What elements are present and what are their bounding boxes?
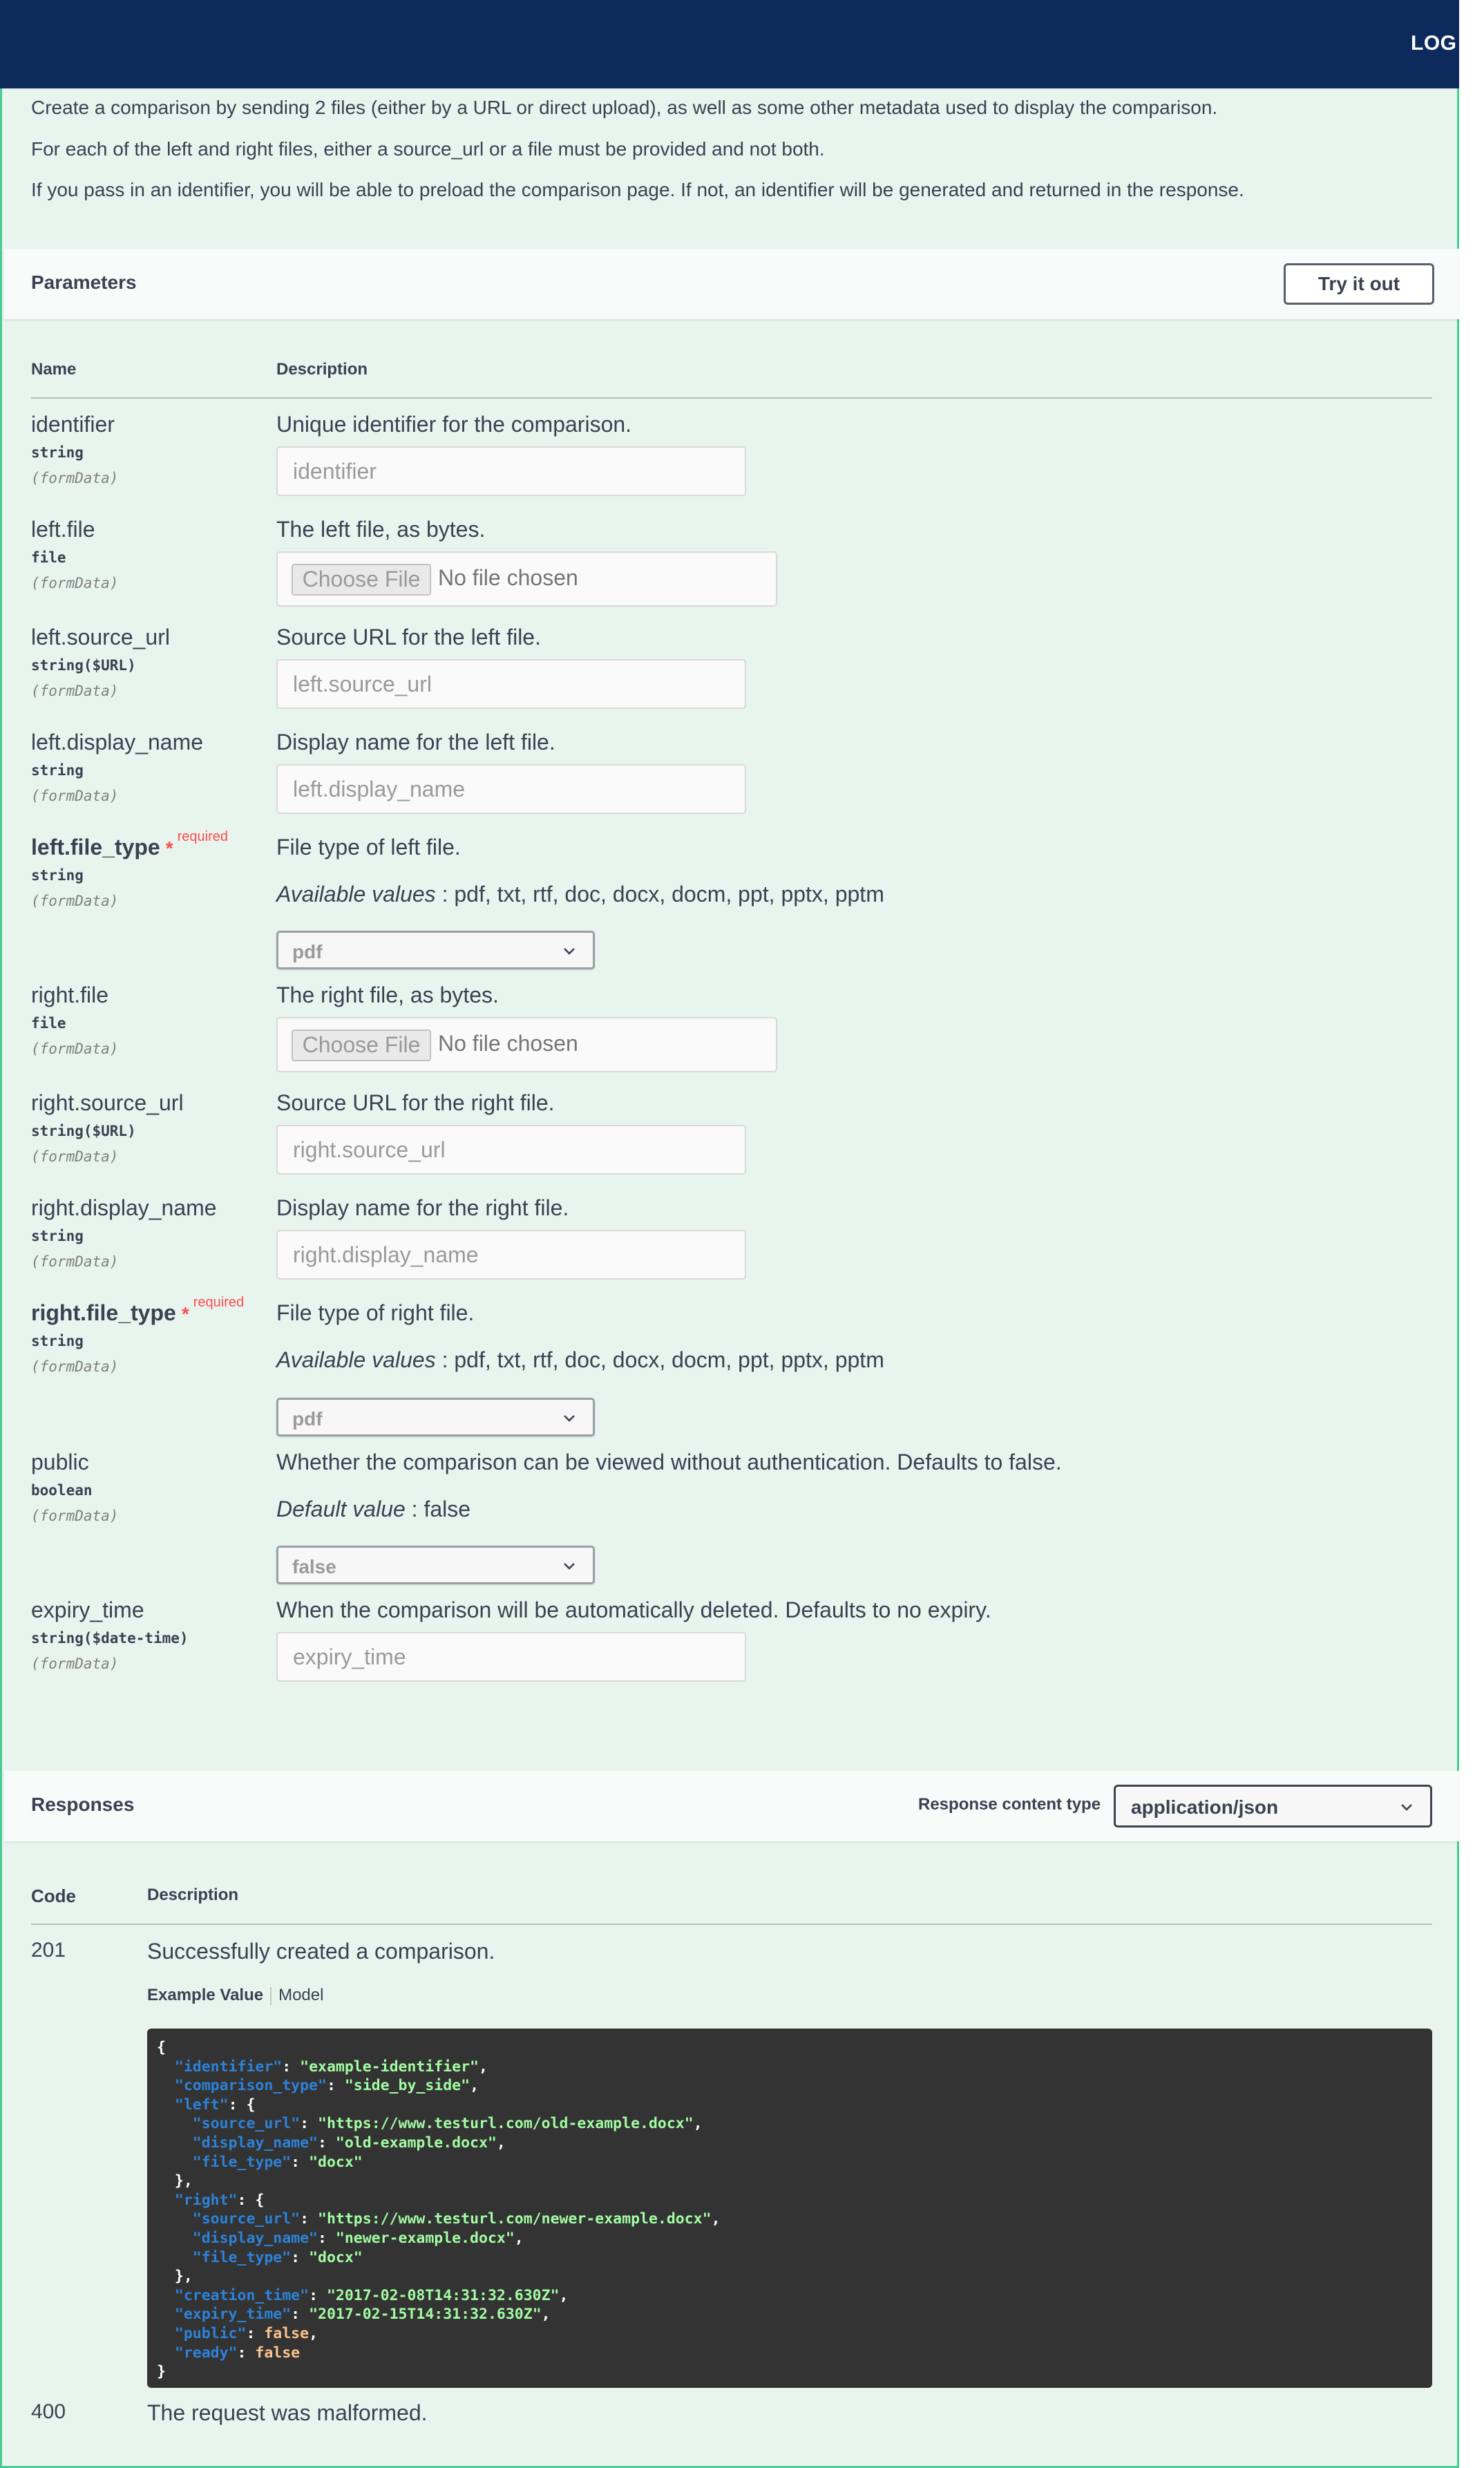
available-values: [276, 882, 884, 907]
param-type: string($URL): [31, 657, 136, 674]
required-star: *: [181, 1303, 189, 1325]
file-status-text: No file chosen: [438, 565, 578, 590]
param-type: string: [31, 762, 84, 779]
available-values-label: Available values: [276, 882, 436, 906]
param-type: string: [31, 867, 84, 884]
right-display-name-input[interactable]: [276, 1230, 746, 1280]
default-value-label: Default value: [276, 1497, 406, 1521]
column-header-description: Description: [276, 360, 368, 379]
param-description: Source URL for the left file.: [276, 625, 541, 649]
choose-file-button[interactable]: Choose File: [292, 564, 431, 596]
param-description: Source URL for the right file.: [276, 1090, 555, 1115]
selected-value: false: [292, 1556, 336, 1577]
login-link[interactable]: LOG IN: [1411, 32, 1484, 55]
param-name-right-display-name: right.display_name: [31, 1195, 217, 1220]
response-content-type-select[interactable]: [1114, 1785, 1432, 1828]
column-header-description: Description: [147, 1886, 239, 1904]
param-name-identifier: identifier: [31, 412, 115, 437]
param-location: (formData): [31, 575, 119, 591]
selected-value: pdf: [292, 941, 323, 962]
column-header-name: Name: [31, 360, 77, 379]
left-source-url-input[interactable]: [276, 659, 746, 709]
param-name-expiry-time: expiry_time: [31, 1597, 144, 1622]
param-name-left-display-name: left.display_name: [31, 730, 204, 754]
required-label: required: [193, 1295, 245, 1310]
operation-block: [0, 88, 1459, 2468]
right-file-input[interactable]: [276, 1017, 777, 1072]
param-type: string: [31, 444, 84, 461]
chevron-down-icon: [561, 1409, 578, 1426]
response-description: The request was malformed.: [147, 2400, 428, 2425]
param-type: boolean: [31, 1482, 93, 1499]
right-source-url-input[interactable]: [276, 1125, 746, 1175]
param-type: string($URL): [31, 1123, 136, 1139]
table-divider: [31, 397, 1432, 399]
param-type: string: [31, 1333, 84, 1349]
response-description: Successfully created a comparison.: [147, 1939, 495, 1964]
parameters-header: [4, 249, 1459, 319]
param-name-public: public: [31, 1450, 89, 1474]
available-values-label: Available values: [276, 1347, 436, 1372]
param-location: (formData): [31, 1148, 119, 1165]
param-type: file: [31, 1015, 66, 1032]
tab-example-value[interactable]: Example Value: [147, 1986, 264, 2004]
param-location: (formData): [31, 893, 119, 909]
param-description: The right file, as bytes.: [276, 983, 499, 1007]
available-values-list: : pdf, txt, rtf, doc, docx, docm, ppt, pptx, pptm: [435, 1347, 884, 1372]
chevron-down-icon: [561, 1557, 578, 1574]
param-type: string: [31, 1228, 84, 1244]
param-name-text: right.file_type: [31, 1300, 176, 1325]
param-type: string($date-time): [31, 1630, 189, 1646]
choose-file-button[interactable]: Choose File: [292, 1029, 431, 1061]
param-location: (formData): [31, 1358, 119, 1375]
param-description: When the comparison will be automatically deleted. Defaults to no expiry.: [276, 1597, 991, 1622]
param-name-left-file: left.file: [31, 517, 95, 542]
param-name-right-file-type: [31, 1295, 245, 1326]
operation-description-line: If you pass in an identifier, you will be able to preload the comparison page. If not, an identifier will be generated and returned in the response.: [31, 179, 1244, 200]
chevron-down-icon: [561, 942, 578, 959]
param-description: The left file, as bytes.: [276, 517, 486, 542]
file-status-text: No file chosen: [438, 1031, 578, 1056]
response-code: 201: [31, 1939, 66, 1962]
column-header-code: Code: [31, 1886, 76, 1906]
param-description: File type of left file.: [276, 835, 461, 860]
available-values-list: : pdf, txt, rtf, doc, docx, docm, ppt, pptx, pptm: [435, 882, 884, 906]
param-location: (formData): [31, 1041, 119, 1057]
param-location: (formData): [31, 788, 119, 804]
param-type: file: [31, 549, 66, 566]
available-values: [276, 1347, 884, 1373]
param-name-text: left.file_type: [31, 835, 160, 860]
tab-model[interactable]: Model: [278, 1986, 324, 2004]
param-name-left-source-url: left.source_url: [31, 625, 170, 649]
selected-value: pdf: [292, 1408, 323, 1430]
chevron-down-icon: [1398, 1798, 1415, 1815]
param-description: Unique identifier for the comparison.: [276, 412, 632, 437]
expiry-time-input[interactable]: [276, 1632, 746, 1682]
responses-title: Responses: [31, 1794, 135, 1815]
default-value: [276, 1497, 470, 1522]
param-description: Display name for the left file.: [276, 730, 555, 754]
left-display-name-input[interactable]: [276, 764, 746, 814]
right-file-type-select[interactable]: [276, 1398, 595, 1436]
example-value-code-block: { "identifier": "example-identifier", "comparison_type": "side_by_side", "left": { "source_url": "https://www.testurl.com/old-example.docx", "display_name": "old-example.docx", "file_type": "docx" }, "right": { "source_url": "https://www.testurl.com/newer-example.docx", "display_name": "newer-example.docx", "file_type": "docx" }, "creation_time": "2017-02-08T14:31:32.630Z", "expiry_time": "2017-02-15T14:31:32.630Z", "public": false, "ready": false }: [147, 2029, 1432, 2388]
response-content-type-label: Response content type: [918, 1795, 1101, 1814]
operation-description-line: Create a comparison by sending 2 files (either by a URL or direct upload), as well as some other metadata used to display the comparison.: [31, 97, 1218, 118]
example-model-tabs: [147, 1986, 323, 2005]
param-description: File type of right file.: [276, 1300, 475, 1325]
param-name-left-file-type: [31, 829, 229, 860]
parameters-title: Parameters: [31, 272, 137, 293]
param-description: Display name for the right file.: [276, 1195, 569, 1220]
default-value-text: : false: [405, 1497, 471, 1521]
top-navigation-bar: [0, 0, 1484, 88]
param-name-right-file: right.file: [31, 983, 109, 1007]
param-location: (formData): [31, 470, 119, 486]
param-location: (formData): [31, 683, 119, 699]
tab-divider: [270, 1987, 272, 2005]
required-star: *: [165, 837, 173, 859]
param-description: Whether the comparison can be viewed without authentication. Defaults to false.: [276, 1450, 1062, 1474]
param-location: (formData): [31, 1508, 119, 1524]
param-name-right-source-url: right.source_url: [31, 1090, 184, 1115]
required-label: required: [177, 829, 229, 844]
param-location: (formData): [31, 1253, 119, 1270]
operation-description-line: For each of the left and right files, either a source_url or a file must be provided and not both.: [31, 138, 825, 160]
identifier-input[interactable]: [276, 446, 746, 496]
public-select[interactable]: [276, 1546, 595, 1584]
param-location: (formData): [31, 1655, 119, 1672]
selected-value: application/json: [1131, 1796, 1279, 1818]
table-divider: [31, 1924, 1432, 1925]
try-it-out-button[interactable]: Try it out: [1284, 263, 1434, 305]
left-file-input[interactable]: [276, 551, 777, 607]
response-code: 400: [31, 2400, 66, 2423]
left-file-type-select[interactable]: [276, 931, 595, 969]
